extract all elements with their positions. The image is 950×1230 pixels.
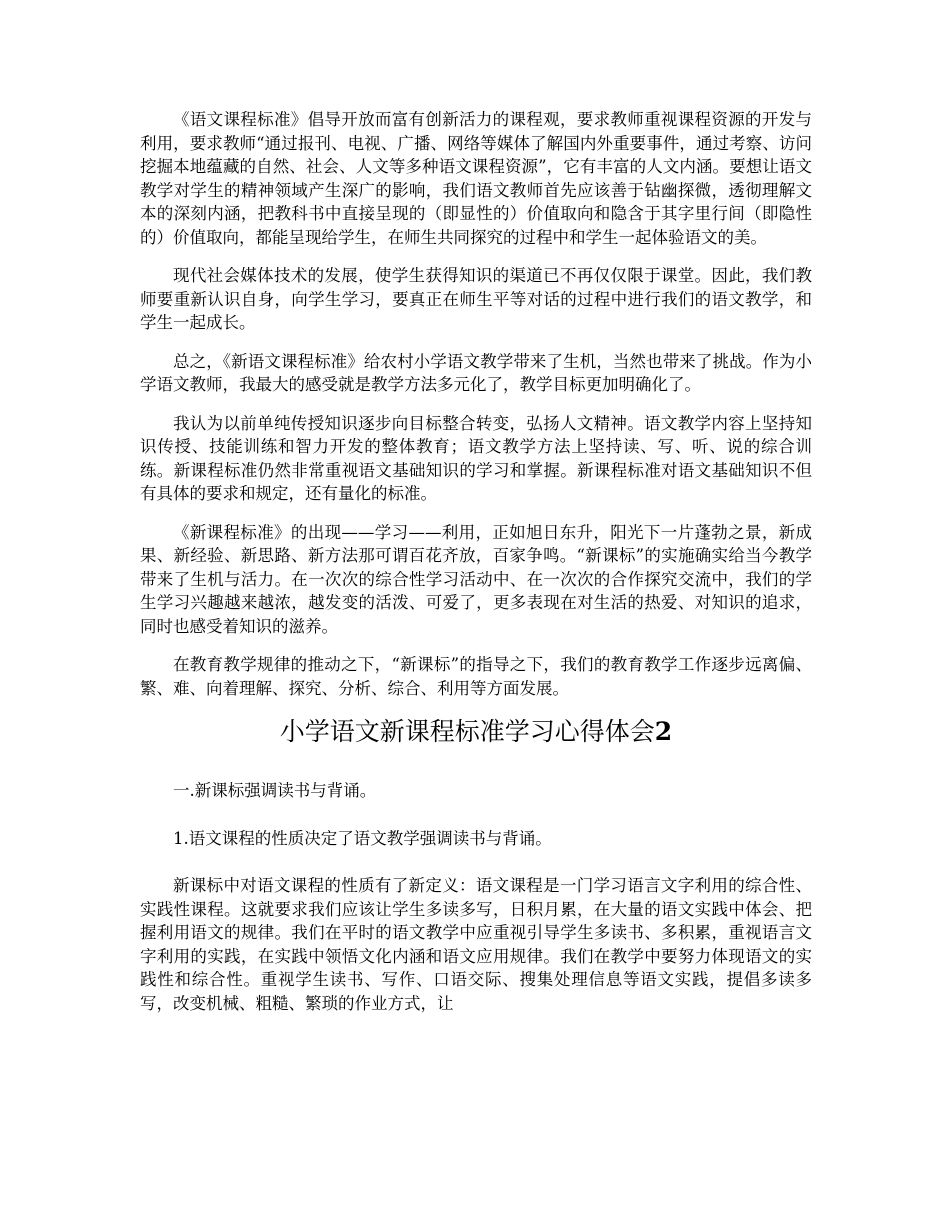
body-paragraph-3: 总之，《新语文课程标准》给农村小学语文教学带来了生机，当然也带来了挑战。作为小学语文教师，我最大的感受就是教学方法多元化了，教学目标更加明确化了。 xyxy=(140,351,812,394)
body-paragraph-4: 我认为以前单纯传授知识逐步向目标整合转变，弘扬人文精神。语文教学内容上坚持知识传授、技能训练和智力开发的整体教育；语文教学方法上坚持读、写、听、说的综合训练。新课程标准仍然非常重视语文基础知识的学习和掌握。新课程标准对语文基础知识不但有具体的要求和规定，还有量化的标准。 xyxy=(140,413,812,503)
body-paragraph-7: 新课标中对语文课程的性质有了新定义：语文课程是一门学习语言文字利用的综合性、实践性课程。这就要求我们应该让学生多读多写，日积月累，在大量的语文实践中体会、把握利用语文的规律。我们在平时的语文教学中应重视引导学生多读书、多积累，重视语言文字利用的实践，在实践中领悟文化内涵和语文应用规律。我们在教学中要努力体现语文的实践性和综合性。重视学生读书、写作、口语交际、搜集处理信息等语文实践，提倡多读多写，改变机械、粗糙、繁琐的作业方式，让 xyxy=(140,876,812,1013)
body-paragraph-6: 在教育教学规律的推动之下，“新课标”的指导之下，我们的教育教学工作逐步远离偏、繁、难、向着理解、探究、分析、综合、利用等方面发展。 xyxy=(140,655,812,698)
body-paragraph-2: 现代社会媒体技术的发展，使学生获得知识的渠道已不再仅仅限于课堂。因此，我们教师要重新认识自身，向学生学习，要真正在师生平等对话的过程中进行我们的语文教学，和学生一起成长。 xyxy=(140,266,812,332)
section-heading-text: 小学语文新课程标准学习心得体会 xyxy=(279,717,655,746)
section-heading-number: 2 xyxy=(654,717,673,746)
document-body xyxy=(140,108,812,1030)
sub-heading-2: 1.语文课程的性质决定了语文教学强调读书与背诵。 xyxy=(173,828,552,848)
body-paragraph-5: 《新课程标准》的出现——学习——利用，正如旭日东升，阳光下一片蓬勃之景，新成果、新经验、新思路、新方法那可谓百花齐放，百家争鸣。“新课标”的实施确实给当今教学带来了生机与活力。在一次次的综合性学习活动中、在一次次的合作探究交流中，我们的学生学习兴趣越来越浓，越发变的活泼、可爱了，更多表现在对生活的热爱、对知识的追求，同时也感受着知识的滋养。 xyxy=(140,522,812,636)
body-paragraph-1: 《语文课程标准》倡导开放而富有创新活力的课程观，要求教师重视课程资源的开发与利用，要求教师“通过报刊、电视、广播、网络等媒体了解国内外重要事件，通过考察、访问挖掘本地蕴藏的自然、社会、人文等多种语文课程资源”，它有丰富的人文内涵。要想让语文教学对学生的精神领域产生深广的影响，我们语文教师首先应该善于钻幽探微，透彻理解文本的深刻内涵，把教科书中直接呈现的（即显性的）价值取向和隐含于其字里行间（即隐性的）价值取向，都能呈现给学生，在师生共同探究的过程中和学生一起体验语文的美。 xyxy=(140,110,812,247)
sub-heading-1: 一.新课标强调读书与背诵。 xyxy=(173,781,377,800)
section-heading xyxy=(140,715,812,749)
